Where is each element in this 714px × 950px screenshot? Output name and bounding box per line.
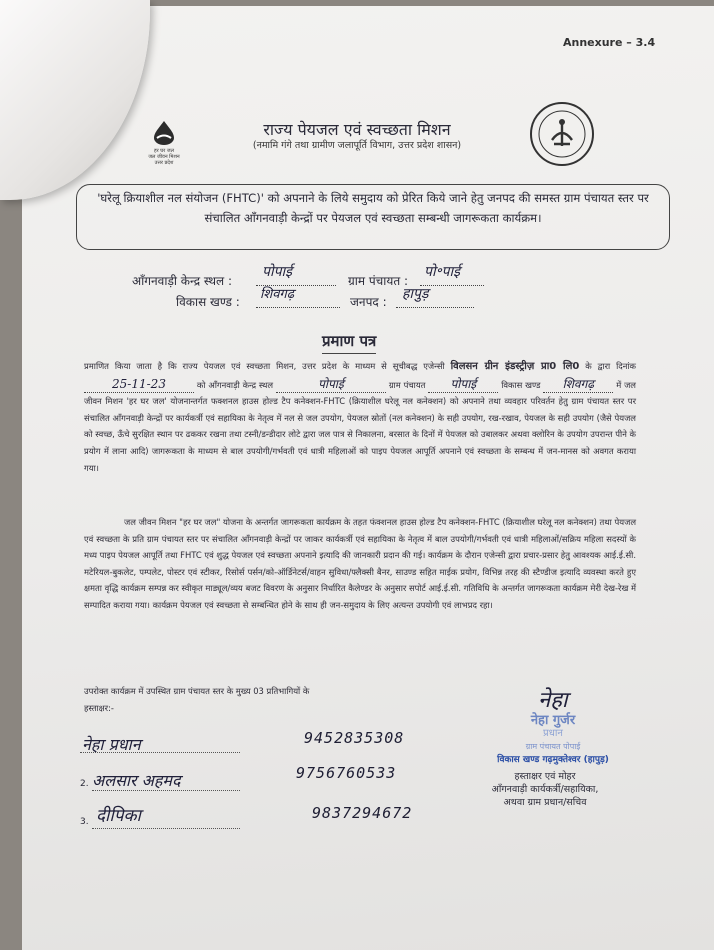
participant-3-line [92, 828, 240, 829]
participant-2-phone: 9756760533 [296, 764, 397, 782]
header-subtitle: (नमामि गंगे तथा ग्रामीण जलापूर्ति विभाग, उत्तर प्रदेश शासन) [252, 140, 462, 151]
certificate-paragraph-3 [84, 683, 444, 716]
janpad-value: हापुड़ [402, 286, 429, 302]
stamp-block: विकास खण्ड गढ़मुक्तेश्वर (हापुड़) [497, 755, 609, 765]
program-banner [76, 184, 670, 250]
vikas-khand-value: शिवगढ़ [260, 287, 295, 302]
janpad-label: जनपद : [350, 295, 387, 309]
participant-3-name: दीपिका [96, 806, 141, 826]
participant-2-number: 2. [80, 779, 89, 789]
participant-2-name: अलसार अहमद [92, 771, 181, 790]
panchayat-value: पोपाई [428, 376, 498, 394]
stamp-role: प्रधान [543, 728, 563, 739]
p3-line-1: उपरोक्त कार्यक्रम में उपस्थित ग्राम पंचायत स्तर के मुख्य 03 प्रतिभागियों के [84, 686, 310, 696]
gram-panchayat-label: ग्राम पंचायत : [348, 274, 409, 288]
participant-3-number: 3. [80, 817, 89, 827]
official-signature: नेहा [538, 688, 568, 713]
signature-caption-2: आँगनवाड़ी कार्यकर्त्री/सहायिका, [491, 784, 599, 795]
p1-block-label: विकास खण्ड [501, 379, 541, 390]
logo-text-2: जल जीवन मिशन [148, 154, 180, 160]
anganwadi-label: आँगनवाड़ी केन्द्र स्थल : [132, 274, 233, 288]
certificate-paragraph-2: जल जीवन मिशन "हर घर जल" योजना के अन्तर्गत जागरूकता कार्यक्रम के तहत फंक्शनल हाउस होल्ड टैप कनेक्शन-FHTC (क्रियाशील घरेलू नल कनेक्शन) तथा पेयजल एवं स्वच्छता के प्रति ग्राम पंचायत स्तर पर संचालित आँगनवाड़ी केन्द्रों पर जाकर कार्यकर्त्री एवं सहायिका के नेतृत्व में बाल उपयोगी/गर्भवती एवं धात्री महिलाओं/सक्रिय महिला सदस्यों के मध्य पाइप पेयजल आपूर्ति तथा FHTC एवं शुद्ध पेयजल एवं स्वच्छता अपनाने इत्यादि की जानकारी प्रदान की गई। कार्यक्रम के दौरान एजेन्सी द्वारा प्रचार-प्रसार हेतु आवश्यक आई.ई.सी. मटेरियल-बुकलेट, पम्पलेट, पोस्टर एवं स्टीकर, रिसोर्स पर्सन/को-ऑर्डिनेटर्स/वाहन सुविधा/फ्लैक्सी बैनर, साउण्ड सहित माईक प्रयोग, विभिन्न तरह की स्टैण्डीज इत्यादि व्यवस्था करते हुए क्षमता वृद्धि कार्यक्रम सम्पन्न कर स्वीकृत माड्यूल/व्यय बजट विवरण के अनुसार निर्धारित कैलेण्डर के अनुसार सपोर्ट आई.ई.सी. गतिविधि के अन्तर्गत जागरूकता कार्यक्रम मेरी देख-रेख में सम्पादित कराया गया। कार्यक्रम पेयजल एवं स्वच्छता से सम्बन्धित होने के साथ ही जन-समुदाय के लिए अत्यन्त उपयोगी एवं लाभप्रद रहा। [84, 517, 636, 610]
gram-panchayat-value: पो॰पाई [424, 264, 460, 280]
participant-1-name: नेहा प्रधान [82, 735, 141, 754]
date-value: 25-11-23 [84, 376, 194, 394]
signature-caption-3: अथवा ग्राम प्रधान/सचिव [503, 797, 587, 808]
stamp-place: ग्राम पंचायत पोपाई [525, 742, 581, 751]
p1-centre-label: को आँगनवाड़ी केन्द्र स्थल [196, 379, 274, 390]
participant-1-phone: 9452835308 [304, 729, 405, 747]
p1-panchayat-label: ग्राम पंचायत [388, 379, 426, 390]
annexure-label: Annexure – 3.4 [563, 36, 656, 49]
certificate-title: प्रमाण पत्र [322, 331, 376, 354]
p3-line-2: हस्ताक्षर:- [84, 702, 114, 713]
p1-by-date: के द्वारा दिनांक [585, 361, 636, 371]
header-title: राज्य पेयजल एवं स्वच्छता मिशन [263, 120, 451, 139]
logo-text-3: उत्तर प्रदेश [154, 160, 174, 166]
certificate-paragraph-1 [84, 358, 636, 476]
participant-3-phone: 9837294672 [312, 804, 413, 822]
signature-caption-1: हस्ताक्षर एवं मोहर [514, 771, 576, 782]
signature-caption [450, 770, 640, 809]
p1-intro: प्रमाणित किया जाता है कि राज्य पेयजल एवं स्वच्छता मिशन, उत्तर प्रदेश के माध्यम से सूचीबद्ध एजेन्सी [84, 361, 445, 371]
anganwadi-value: पोपाई [262, 264, 293, 280]
centre-value: पोपाई [276, 376, 386, 394]
official-stamp [468, 714, 638, 767]
p1-body: में जल जीवन मिशन 'हर घर जल' योजनान्तर्गत फक्शनल हाउस होल्ड टैप कनेक्शन-FHTC (क्रियाशील घरेलू नल कनेक्शन) को अपनाने तथा व्यवहार परिवर्तन हेतु ग्राम पंचायत स्तर पर संचालित आँगनवाड़ी केन्द्रों पर कार्यकर्त्री एवं सहायिका के नेतृत्व में नल से जल उपयोग, पेयजल स्रोतों (नल कनेक्शन) के सही उपयोग, रख-रखाव, पेयजल के सही उपयोग (जैसे पेयजल को स्वच्छ, ऊँचे सुरक्षित स्थान पर ढककर रखना तथा टस्नी/डन्डीदार लोटे द्वारा जल पात्र से निकालना, बरसात के दिनों में पेयजल को उबालकर अथवा क्लोरिन के उपयोग उपरान्त पीने के प्रयोग में लाना आदि) जागरूकता के माध्यम से बाल उपयोगी/गर्भवती एवं धात्री महिलाओं को पाइप पेयजल आपूर्ति अपनाने एवं स्वच्छता के सम्बन्ध में जन-मानस को अवगत कराया गया। [84, 379, 636, 473]
stamp-name: नेहा गुर्जर [530, 713, 576, 728]
logo-text-1: हर घर जल [154, 148, 174, 154]
agency-name: विलसन ग्रीन इंडस्ट्रीज़ प्रा0 लि0 [450, 361, 580, 372]
certificate-title-wrap [322, 331, 376, 354]
vikas-khand-label: विकास खण्ड : [176, 295, 240, 309]
banner-text: 'घरेलू क्रियाशील नल संयोजन (FHTC)' को अपनाने के लिये समुदाय को प्रेरित किये जाने हेतु जनपद की समस्त ग्राम पंचायत स्तर पर संचालित आँगनवाड़ी केन्द्रों पर पेयजल एवं स्वच्छता सम्बन्धी जागरूकता कार्यक्रम। [97, 191, 649, 225]
block-value: शिवगढ़ [543, 376, 613, 394]
